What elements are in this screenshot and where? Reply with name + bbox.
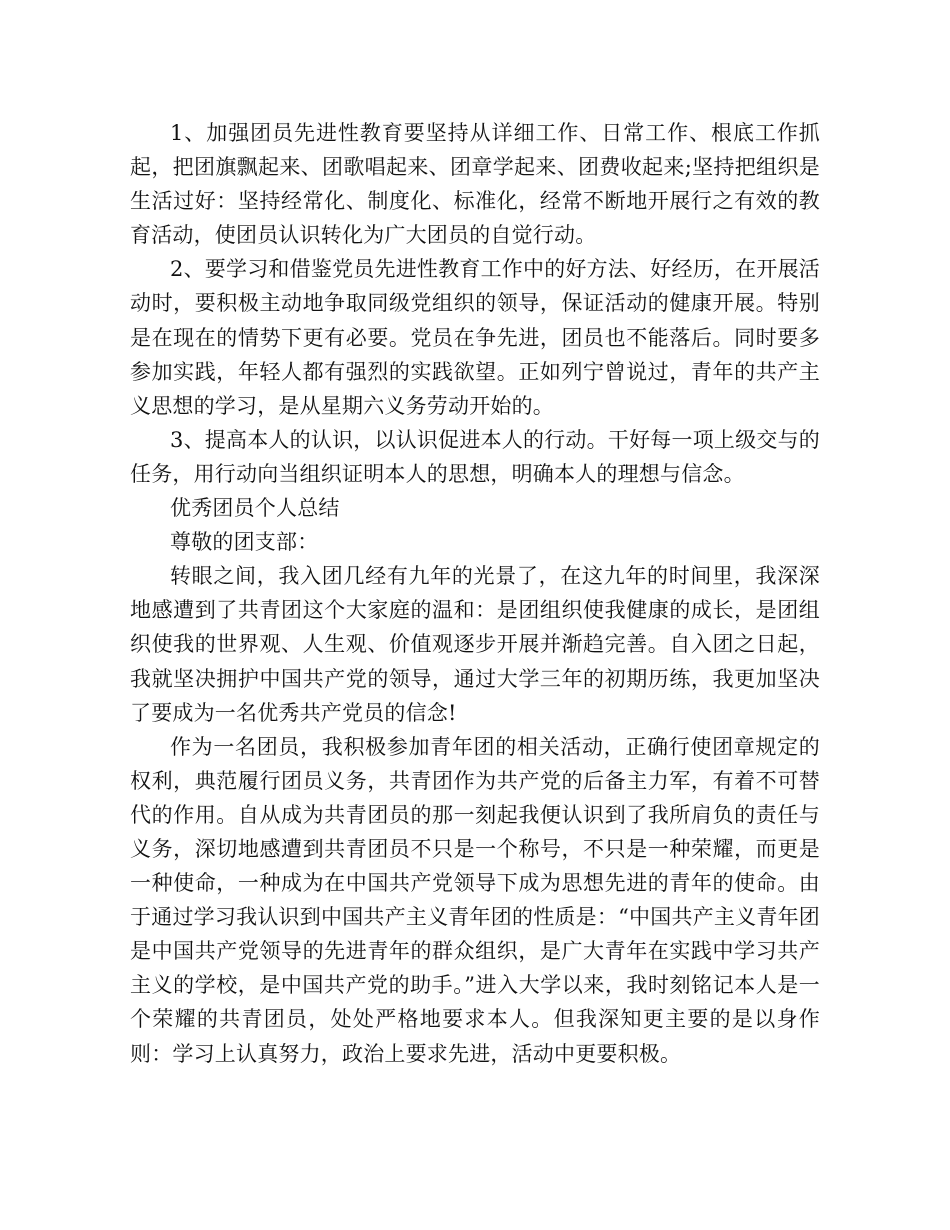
paragraph-5: 作为一名团员，我积极参加青年团的相关活动，正确行使团章规定的权利，典范履行团员义务，共青团作为共产党的后备主力军，有着不可替代的作用。自从成为共青团员的那一刻起我便认识到了我所肩负的责任与义务，深切地感遭到共青团员不只是一个称号，不只是一种荣耀，而更是一种使命，一种成为在中国共产党领导下成为思想先进的青年的使命。由于通过学习我认识到中国共产主义青年团的性质是：“中国共产主义青年团是中国共产党领导的先进青年的群众组织，是广大青年在实践中学习共产主义的学校，是中国共产党的助手。”进入大学以来，我时刻铭记本人是一个荣耀的共青团员，处处严格地要求本人。但我深知更主要的是以身作则：学习上认真努力，政治上要求先进，活动中更要积极。 bbox=[130, 734, 820, 1066]
paragraph-1: 1、加强团员先进性教育要坚持从详细工作、日常工作、根底工作抓起，把团旗飘起来、团歌唱起来、团章学起来、团费收起来;坚持把组织是生活过好：坚持经常化、制度化、标准化，经常不断地开展行之有效的教育活动，使团员认识转化为广大团员的自觉行动。 bbox=[130, 121, 820, 248]
section-title: 优秀团员个人总结 bbox=[170, 496, 340, 521]
document-body bbox=[130, 116, 820, 1071]
paragraph-3: 3、提高本人的认识，以认识促进本人的行动。干好每一项上级交与的任务，用行动向当组织证明本人的思想，明确本人的理想与信念。 bbox=[130, 427, 820, 486]
paragraph-4: 转眼之间，我入团几经有九年的光景了，在这九年的时间里，我深深地感遭到了共青团这个大家庭的温和：是团组织使我健康的成长，是团组织使我的世界观、人生观、价值观逐步开展并渐趋完善。自入团之日起，我就坚决拥护中国共产党的领导，通过大学三年的初期历练，我更加坚决了要成为一名优秀共产党员的信念! bbox=[130, 564, 820, 725]
salutation: 尊敬的团支部： bbox=[170, 530, 319, 555]
paragraph-2: 2、要学习和借鉴党员先进性教育工作中的好方法、好经历，在开展活动时，要积极主动地争取同级党组织的领导，保证活动的健康开展。特别是在现在的情势下更有必要。党员在争先进，团员也不能落后。同时要多参加实践，年轻人都有强烈的实践欲望。正如列宁曾说过，青年的共产主义思想的学习，是从星期六义务劳动开始的。 bbox=[130, 257, 820, 418]
